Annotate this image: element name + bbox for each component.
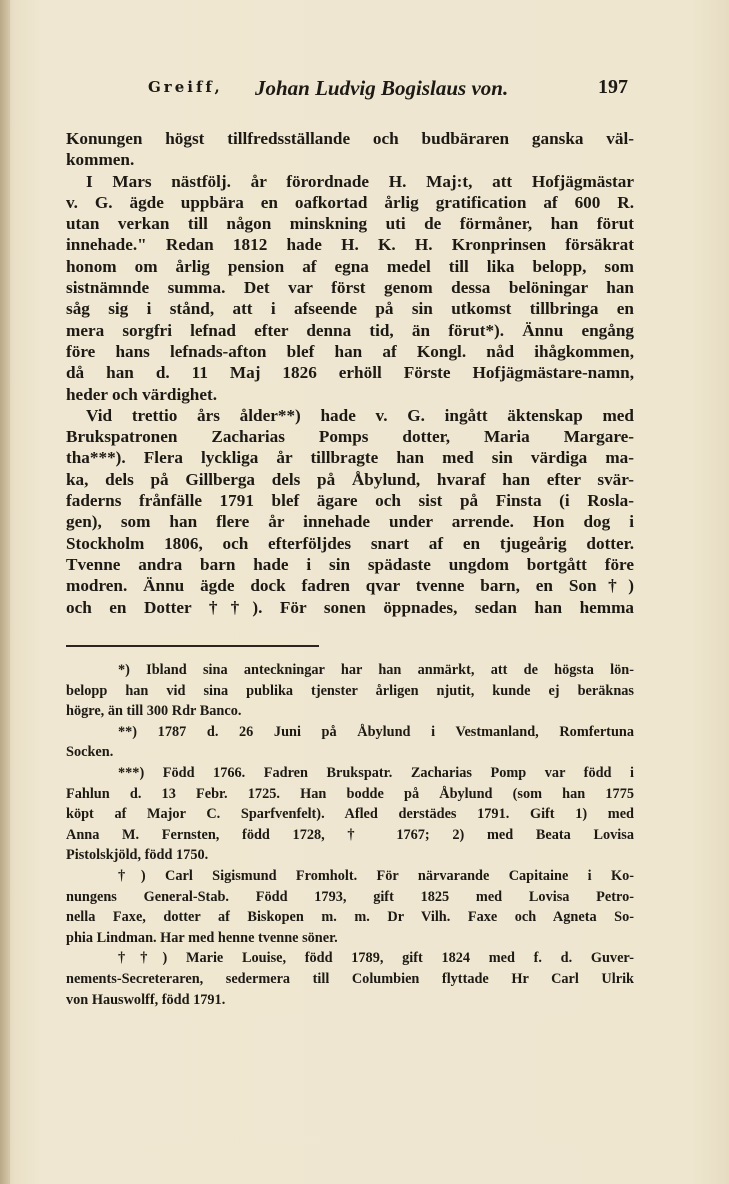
main-text [66,128,634,618]
footnote-line: nements-Secreteraren, sedermera till Columbien flyttade Hr Carl Ulrik [66,970,634,987]
text-line: utan verkan till någon minskning uti de förmåner, han förut [66,214,634,234]
page-number: 197 [598,76,628,98]
footnote-line: ††) Marie Louise, född 1789, gift 1824 med f. d. Guver- [118,950,634,967]
footnote-line: Pistolskjöld, född 1750. [66,847,209,864]
text-line: gen), som han flere år innehade under arrende. Hon dog i [66,512,634,532]
text-line: Konungen högst tillfredsställande och budbäraren ganska väl- [66,129,634,148]
text-line: och en Dotter ††). För sonen öppnades, sedan han hemma [66,597,634,617]
text-line: då han d. 11 Maj 1826 erhöll Förste Hofjägmästare-namn, [66,363,634,383]
header-name: Johan Ludvig Bogislaus von. [255,76,509,100]
footnote-line: *) Ibland sina anteckningar har han anmärkt, att de högsta lön- [118,662,634,678]
text-line: v. G. ägde uppbära en oafkortad årlig gratification af 600 R. [66,192,634,212]
footnote-line: Socken. [66,744,114,761]
footnote-line: phia Lindman. Har med henne tvenne söner. [66,929,338,946]
text-line: kommen. [66,150,135,170]
footnote-line: Anna M. Fernsten, född 1728, † 1767; 2) med Beata Lovisa [66,826,634,843]
text-line: Vid trettio års ålder**) hade v. G. ingått äktenskap med [86,405,634,425]
footnote-line: nella Faxe, dotter af Biskopen m. m. Dr Vilh. Faxe och Agneta So- [66,909,634,926]
footnote-line: köpt af Major C. Sparfvenfelt). Afled derstädes 1791. Gift 1) med [66,806,634,823]
footnote-divider [66,645,319,647]
footnote-line: nungens General-Stab. Född 1793, gift 1825 med Lovisa Petro- [66,888,634,905]
text-line: honom om årlig pension af egna medel till lika belopp, som [66,256,634,276]
text-line: modren. Ännu ägde dock fadren qvar tvenne barn, en Son†) [66,576,634,596]
footnote-line: belopp han vid sina publika tjenster årligen njutit, kunde ej beräknas [66,682,634,699]
text-line: innehade." Redan 1812 hade H. K. H. Kronprinsen försäkrat [66,235,634,255]
text-line: Brukspatronen Zacharias Pomps dotter, Maria Margare- [66,427,634,447]
text-line: I Mars nästfölj. år förordnade H. Maj:t, att Hofjägmästar [86,171,634,191]
footnote-line: von Hauswolff, född 1791. [66,991,226,1008]
header-author: Greiff, [148,78,223,96]
page-spine-shadow [0,0,10,1184]
running-header [148,78,628,108]
text-line: såg sig i stånd, att i afseende på sin utkomst tillbringa en [66,299,634,319]
footnote-line: ***) Född 1766. Fadren Brukspatr. Zacharias Pomp var född i [118,764,634,781]
text-line: ka, dels på Gillberga dels på Åbylund, hvaraf han efter svär- [66,469,634,489]
text-line: Stockholm 1806, och efterföljdes snart af en tjugeårig dotter. [66,533,634,553]
footnotes [66,660,634,1010]
footnote-line: Fahlun d. 13 Febr. 1725. Han bodde på Åbylund (som han 1775 [66,785,634,802]
text-line: mera sorgfri lefnad efter denna tid, än förut*). Ännu engång [66,320,634,340]
footnote-line: **) 1787 d. 26 Juni på Åbylund i Vestmanland, Romfertuna [118,723,634,740]
text-line: sistnämnde summa. Det var först genom dessa belöningar han [66,278,634,298]
footnote-line: högre, än till 300 Rdr Banco. [66,703,242,720]
footnote-line: †) Carl Sigismund Fromholt. För närvarande Capitaine i Ko- [118,867,634,884]
text-line: Tvenne andra barn hade i sin spädaste ungdom bortgått före [66,554,634,574]
text-line: heder och värdighet. [66,384,218,404]
text-line: faderns frånfälle 1791 blef ägare och sist på Finsta (i Rosla- [66,491,634,511]
text-line: före hans lefnads-afton blef han af Kongl. nåd ihågkommen, [66,341,634,361]
text-line: tha***). Flera lyckliga år tillbragte han med sin värdiga ma- [66,448,634,468]
